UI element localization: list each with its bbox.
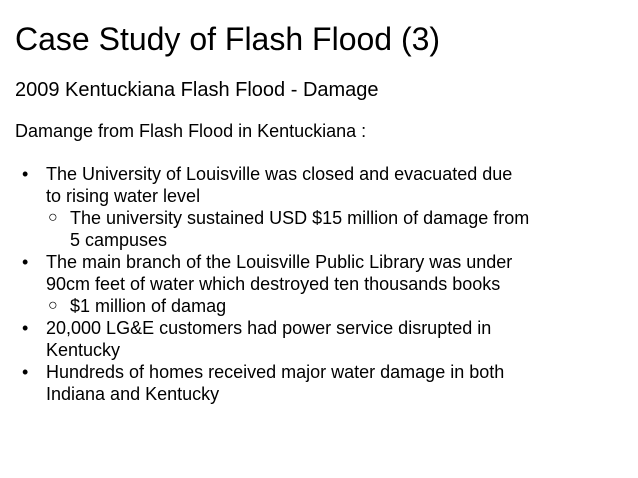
- bullet-line: Kentucky: [46, 340, 121, 360]
- bullet-marker: •: [22, 164, 29, 184]
- bullet-line: 90cm feet of water which destroyed ten thousands books: [46, 274, 501, 294]
- slide-title: Case Study of Flash Flood (3): [15, 21, 441, 57]
- section-heading: Damange from Flash Flood in Kentuckiana :: [15, 121, 367, 141]
- bullet-line: The University of Louisville was closed and evacuated due: [46, 164, 513, 184]
- bullet-item: [0, 163, 616, 207]
- bullet-item: [0, 251, 616, 295]
- sub-bullet-item: [0, 207, 630, 251]
- bullet-line: 5 campuses: [70, 230, 168, 250]
- bullet-marker: •: [22, 252, 29, 272]
- sub-bullet-item: [0, 295, 630, 317]
- bullet-line: The university sustained USD $15 million of damage from: [70, 208, 530, 228]
- bullet-marker: •: [22, 318, 29, 338]
- slide-subtitle: 2009 Kentuckiana Flash Flood - Damage: [15, 79, 379, 101]
- bullet-line: Indiana and Kentucky: [46, 384, 220, 404]
- bullet-line: The main branch of the Louisville Public Library was under: [46, 252, 513, 272]
- bullet-line: $1 million of damag: [70, 296, 227, 316]
- bullet-line: 20,000 LG&E customers had power service disrupted in: [46, 318, 492, 338]
- bullet-item: [0, 361, 616, 405]
- bullet-line: Hundreds of homes received major water damage in both: [46, 362, 505, 382]
- bullet-line: to rising water level: [46, 186, 201, 206]
- bullet-marker: •: [22, 362, 29, 382]
- sub-bullet-marker: ○: [48, 209, 58, 226]
- bullet-list: [0, 163, 638, 405]
- sub-bullet-marker: ○: [48, 297, 58, 314]
- bullet-item: [0, 317, 616, 361]
